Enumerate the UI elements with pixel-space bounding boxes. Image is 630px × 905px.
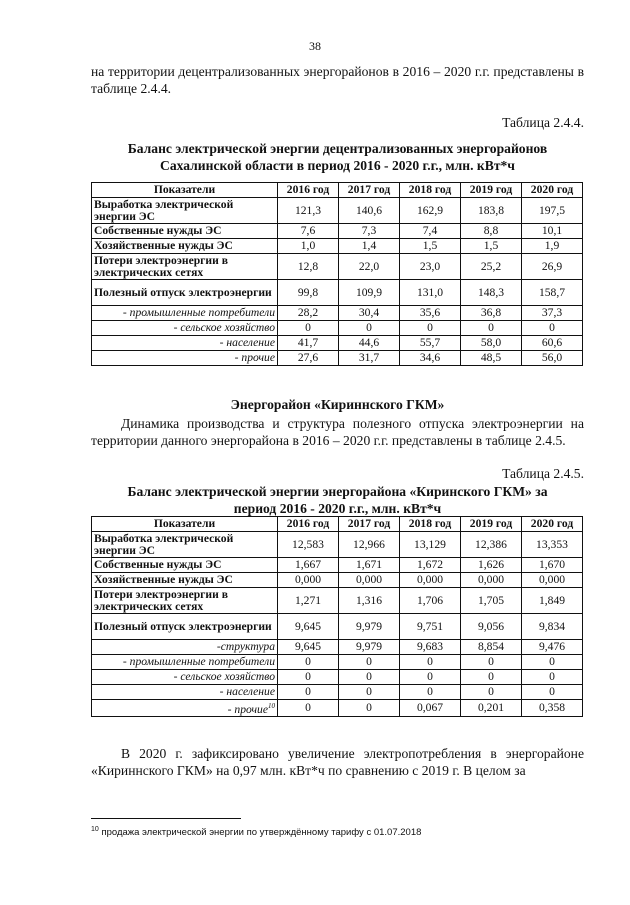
cell-value: 0 <box>278 670 339 685</box>
cell-value: 23,0 <box>400 254 461 280</box>
cell-value: 0 <box>461 685 522 700</box>
table-row <box>92 558 583 573</box>
cell-value: 1,5 <box>461 239 522 254</box>
cell-value: 12,8 <box>278 254 339 280</box>
footnote-number: 10 <box>91 826 99 833</box>
table-title-line2: период 2016 - 2020 г.г., млн. кВт*ч <box>233 501 442 516</box>
cell-value: 140,6 <box>339 198 400 224</box>
cell-value: 12,966 <box>339 532 400 558</box>
table-header-row <box>92 517 583 532</box>
page-number: 38 <box>309 39 321 53</box>
cell-value: 34,6 <box>400 351 461 366</box>
cell-value: 10,1 <box>522 224 583 239</box>
cell-value: 162,9 <box>400 198 461 224</box>
cell-value: 9,979 <box>339 640 400 655</box>
cell-value: 48,5 <box>461 351 522 366</box>
cell-value: 44,6 <box>339 336 400 351</box>
table-row <box>92 700 583 717</box>
row-label: - сельское хозяйство <box>92 321 278 336</box>
cell-value: 1,705 <box>461 588 522 614</box>
cell-value: 13,353 <box>522 532 583 558</box>
row-label <box>92 700 278 717</box>
cell-value: 0 <box>278 685 339 700</box>
cell-value: 0 <box>339 700 400 717</box>
table-title-2-4-4 <box>91 140 584 174</box>
row-label: - промышленные потребители <box>92 655 278 670</box>
cell-value: 9,751 <box>400 614 461 640</box>
cell-value: 0 <box>522 670 583 685</box>
header-year: 2019 год <box>461 517 522 532</box>
cell-value: 0 <box>400 321 461 336</box>
cell-value: 1,9 <box>522 239 583 254</box>
table-row <box>92 614 583 640</box>
cell-value: 1,849 <box>522 588 583 614</box>
cell-value: 27,6 <box>278 351 339 366</box>
section-heading: Энергорайон «Кириннского ГКМ» <box>230 397 445 412</box>
cell-value: 13,129 <box>400 532 461 558</box>
cell-value: 37,3 <box>522 306 583 321</box>
intro-paragraph: на территории децентрализованных энергорайонов в 2016 – 2020 г.г. представлены в таблице 2.4.4. <box>91 64 584 96</box>
table-caption-2-4-5: Таблица 2.4.5. <box>502 466 584 481</box>
table-title-line1: Баланс электрической энергии энергорайона «Киринского ГКМ» за <box>127 484 548 499</box>
cell-value: 0 <box>461 670 522 685</box>
cell-value: 9,834 <box>522 614 583 640</box>
cell-value: 0,201 <box>461 700 522 717</box>
cell-value: 28,2 <box>278 306 339 321</box>
cell-value: 99,8 <box>278 280 339 306</box>
table-row <box>92 640 583 655</box>
header-year: 2016 год <box>278 517 339 532</box>
row-label: - сельское хозяйство <box>92 670 278 685</box>
row-label: Хозяйственные нужды ЭС <box>92 239 278 254</box>
cell-value: 31,7 <box>339 351 400 366</box>
cell-value: 158,7 <box>522 280 583 306</box>
table-row <box>92 336 583 351</box>
table-row <box>92 280 583 306</box>
cell-value: 0,067 <box>400 700 461 717</box>
header-indicator: Показатели <box>92 517 278 532</box>
cell-value: 9,645 <box>278 614 339 640</box>
cell-value: 25,2 <box>461 254 522 280</box>
row-label: Собственные нужды ЭС <box>92 224 278 239</box>
cell-value: 0 <box>522 321 583 336</box>
table-title-2-4-5 <box>91 483 584 517</box>
cell-value: 0 <box>278 700 339 717</box>
cell-value: 0 <box>339 685 400 700</box>
cell-value: 0 <box>339 670 400 685</box>
cell-value: 131,0 <box>400 280 461 306</box>
cell-value: 7,6 <box>278 224 339 239</box>
cell-value: 1,316 <box>339 588 400 614</box>
cell-value: 0,000 <box>339 573 400 588</box>
cell-value: 55,7 <box>400 336 461 351</box>
row-label: -структура <box>92 640 278 655</box>
header-year: 2020 год <box>522 517 583 532</box>
header-year: 2020 год <box>522 183 583 198</box>
cell-value: 7,3 <box>339 224 400 239</box>
row-label: Выработка электрической энергии ЭС <box>92 532 278 558</box>
cell-value: 1,4 <box>339 239 400 254</box>
cell-value: 9,683 <box>400 640 461 655</box>
table-title-line2: Сахалинской области в период 2016 - 2020 г.г., млн. кВт*ч <box>160 158 515 173</box>
footnote-ref: 10 <box>268 702 275 710</box>
row-label: - население <box>92 685 278 700</box>
table-row <box>92 685 583 700</box>
cell-value: 1,626 <box>461 558 522 573</box>
row-label: - прочие <box>92 351 278 366</box>
table-row <box>92 588 583 614</box>
cell-value: 58,0 <box>461 336 522 351</box>
cell-value: 30,4 <box>339 306 400 321</box>
cell-value: 0 <box>278 655 339 670</box>
cell-value: 36,8 <box>461 306 522 321</box>
cell-value: 0,000 <box>522 573 583 588</box>
row-label: Потери электроэнергии в электрических сетях <box>92 254 278 280</box>
cell-value: 1,5 <box>400 239 461 254</box>
table-row <box>92 306 583 321</box>
cell-value: 0,000 <box>461 573 522 588</box>
header-year: 2019 год <box>461 183 522 198</box>
row-label: Полезный отпуск электроэнергии <box>92 280 278 306</box>
cell-value: 9,979 <box>339 614 400 640</box>
row-label: Потери электроэнергии в электрических сетях <box>92 588 278 614</box>
cell-value: 22,0 <box>339 254 400 280</box>
cell-value: 0 <box>400 655 461 670</box>
table-row <box>92 351 583 366</box>
cell-value: 1,670 <box>522 558 583 573</box>
cell-value: 1,671 <box>339 558 400 573</box>
table-caption-2-4-4: Таблица 2.4.4. <box>502 115 584 130</box>
table-row <box>92 670 583 685</box>
cell-value: 7,4 <box>400 224 461 239</box>
table-header-row <box>92 183 583 198</box>
table-row <box>92 573 583 588</box>
row-label: Полезный отпуск электроэнергии <box>92 614 278 640</box>
row-label: Хозяйственные нужды ЭС <box>92 573 278 588</box>
footnote-text: продажа электрической энергии по утверждённому тарифу с 01.07.2018 <box>101 827 422 839</box>
cell-value: 183,8 <box>461 198 522 224</box>
cell-value: 1,271 <box>278 588 339 614</box>
table-row <box>92 655 583 670</box>
row-label: Собственные нужды ЭС <box>92 558 278 573</box>
cell-value: 1,0 <box>278 239 339 254</box>
cell-value: 0 <box>522 655 583 670</box>
row-label-text: - прочие <box>227 702 268 716</box>
cell-value: 1,706 <box>400 588 461 614</box>
header-indicator: Показатели <box>92 183 278 198</box>
row-label: Выработка электрической энергии ЭС <box>92 198 278 224</box>
cell-value: 9,056 <box>461 614 522 640</box>
cell-value: 12,386 <box>461 532 522 558</box>
section-paragraph: Динамика производства и структура полезного отпуска электроэнергии на территории данного энергорайона в 2016 – 2020 г.г. представлены в таблице 2.4.5. <box>91 416 584 448</box>
row-label: - промышленные потребители <box>92 306 278 321</box>
cell-value: 0 <box>339 655 400 670</box>
cell-value: 0 <box>400 685 461 700</box>
cell-value: 148,3 <box>461 280 522 306</box>
header-year: 2016 год <box>278 183 339 198</box>
header-year: 2018 год <box>400 517 461 532</box>
cell-value: 0 <box>461 655 522 670</box>
cell-value: 1,672 <box>400 558 461 573</box>
cell-value: 60,6 <box>522 336 583 351</box>
cell-value: 26,9 <box>522 254 583 280</box>
table-row <box>92 321 583 336</box>
cell-value: 0 <box>461 321 522 336</box>
cell-value: 0 <box>278 321 339 336</box>
footnote-divider <box>91 818 241 819</box>
table-row <box>92 198 583 224</box>
cell-value: 197,5 <box>522 198 583 224</box>
cell-value: 1,667 <box>278 558 339 573</box>
balance-table-2-4-5 <box>91 516 583 717</box>
table-row <box>92 254 583 280</box>
cell-value: 12,583 <box>278 532 339 558</box>
header-year: 2017 год <box>339 183 400 198</box>
table-row <box>92 239 583 254</box>
table-row <box>92 224 583 239</box>
row-label: - население <box>92 336 278 351</box>
cell-value: 0,000 <box>278 573 339 588</box>
balance-table-2-4-4 <box>91 182 583 366</box>
table-title-line1: Баланс электрической энергии децентрализованных энергорайонов <box>127 141 548 156</box>
header-year: 2017 год <box>339 517 400 532</box>
cell-value: 121,3 <box>278 198 339 224</box>
cell-value: 0 <box>522 685 583 700</box>
footnote <box>91 826 421 838</box>
cell-value: 109,9 <box>339 280 400 306</box>
cell-value: 0 <box>400 670 461 685</box>
cell-value: 9,645 <box>278 640 339 655</box>
cell-value: 8,8 <box>461 224 522 239</box>
cell-value: 0 <box>339 321 400 336</box>
cell-value: 56,0 <box>522 351 583 366</box>
cell-value: 35,6 <box>400 306 461 321</box>
table-row <box>92 532 583 558</box>
cell-value: 9,476 <box>522 640 583 655</box>
conclusion-paragraph: В 2020 г. зафиксировано увеличение электропотребления в энергорайоне «Кириннского ГКМ» на 0,97 млн. кВт*ч по сравнению с 2019 г. В целом за <box>91 746 584 778</box>
cell-value: 0,000 <box>400 573 461 588</box>
cell-value: 8,854 <box>461 640 522 655</box>
header-year: 2018 год <box>400 183 461 198</box>
cell-value: 41,7 <box>278 336 339 351</box>
cell-value: 0,358 <box>522 700 583 717</box>
